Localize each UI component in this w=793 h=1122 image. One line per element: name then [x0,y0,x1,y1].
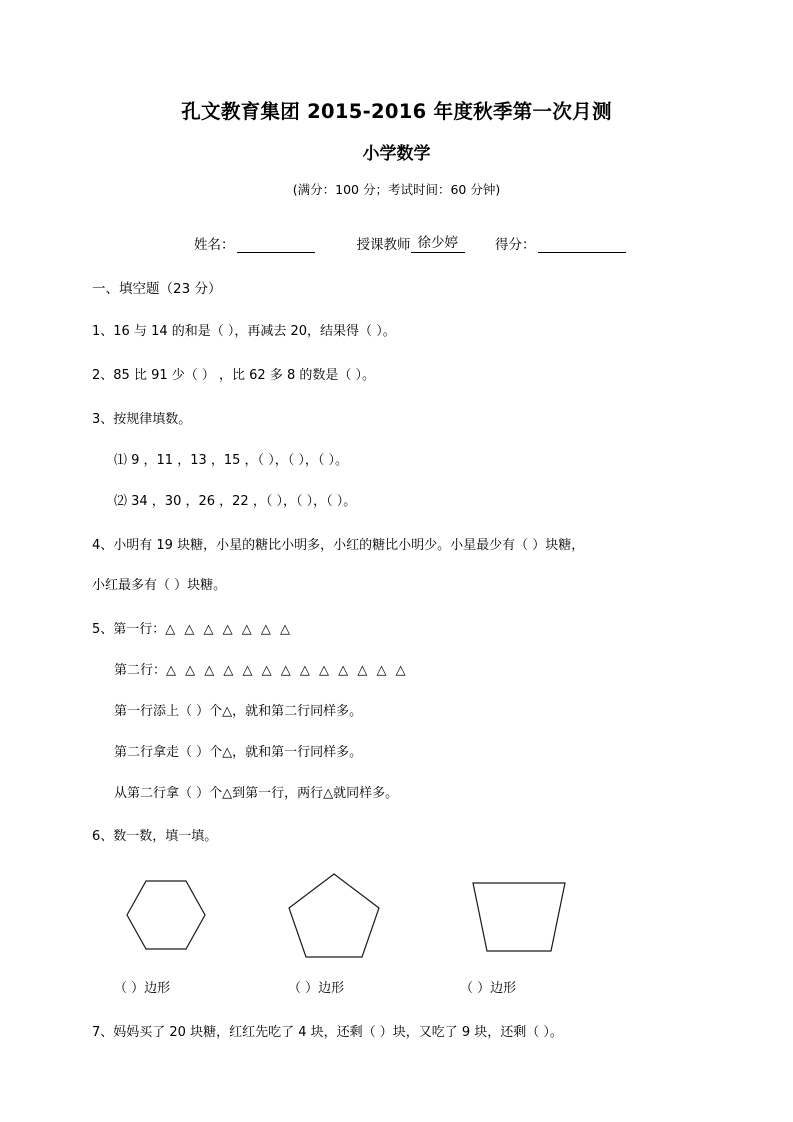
question-7: 7、妈妈买了 20 块糖，红红先吃了 4 块，还剩（ ）块，又吃了 9 块，还剩（ ）。 [92,1025,563,1041]
teacher-label: 授课教师 [356,236,411,253]
triangle-row-1: △ △ △ △ △ △ △ [165,622,293,638]
question-5-part-c: 从第二行拿（ ）个△到第一行，两行△就同样多。 [114,785,399,801]
name-label: 姓名： [194,236,235,253]
question-5-row-2-label: 第二行： [114,663,167,679]
page-subtitle: 小学数学 [362,144,431,165]
question-3-heading: 3、按规律填数。 [92,412,192,428]
question-3-part-1: ⑴ 9 ，11 ，13 ，15 ，（ ），（ ），（ ）。 [114,452,348,468]
question-5-row-2 [92,662,701,681]
pentagon-shape [284,869,384,965]
question-4-line-2: 小红最多有（ ）块糖。 [92,578,227,594]
question-6-shapes [92,869,701,961]
question-2: 2、85 比 91 少（ ） ，比 62 多 8 的数是（ ）。 [92,368,375,384]
question-5-row-1 [92,621,701,640]
student-info-line [92,231,701,253]
question-5-row-1-label: 5、第一行： [92,622,166,638]
triangle-row-2: △ △ △ △ △ △ △ △ △ △ △ △ △ [166,663,409,679]
question-1: 1、16 与 14 的和是（ ），再减去 20，结果得（ ）。 [92,324,396,340]
question-4-line-1: 4、小明有 19 块糖，小星的糖比小明多，小红的糖比小明少。小星最少有（ ）块糖， [92,537,585,553]
hexagon-shape [120,869,212,965]
name-field[interactable] [237,239,315,253]
score-field[interactable] [538,239,626,253]
question-6-heading: 6、数一数，填一填。 [92,829,218,845]
trapezoid-answer-blank[interactable]: （ ）边形 [460,981,517,997]
section-heading-fill-in-blanks: 一、填空题（23 分） [92,280,222,297]
pentagon-answer-blank[interactable]: （ ）边形 [288,981,345,997]
page-title: 孔文教育集团 2015-2016 年度秋季第一次月测 [181,100,612,123]
question-5-part-a: 第一行添上（ ）个△，就和第二行同样多。 [114,703,363,719]
question-5-part-b: 第二行拿走（ ）个△，就和第一行同样多。 [114,744,363,760]
question-3-part-2: ⑵ 34 ，30 ，26 ，22 ，（ ），（ ），（ ）。 [114,493,357,509]
exam-meta: (满分：100 分；考试时间：60 分钟) [292,181,501,197]
question-6-labels [92,977,701,999]
trapezoid-shape [467,869,571,965]
hexagon-answer-blank[interactable]: （ ）边形 [114,981,171,997]
score-label: 得分： [495,236,536,253]
teacher-value: 徐少婷 [411,231,466,253]
